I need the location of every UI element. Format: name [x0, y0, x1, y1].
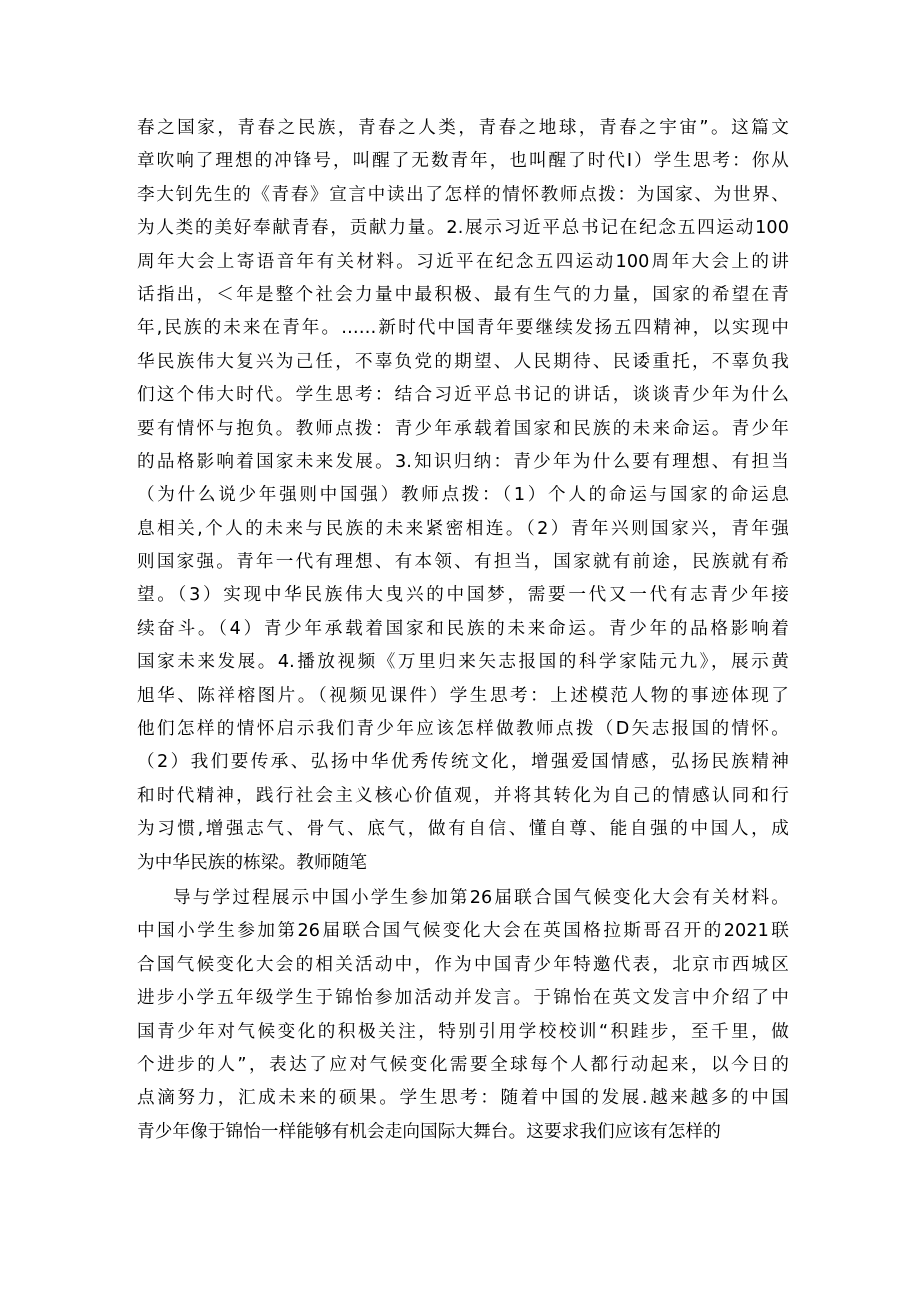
- text-line: 进步小学五年级学生于锦怡参加活动并发言。于锦怡在英文发言中介绍了中: [137, 988, 789, 1009]
- text-line: 中国小学生参加第26届联合国气候变化大会在英国格拉斯哥召开的2021联: [137, 921, 789, 942]
- text-line: 周年大会上寄语音年有关材料。习近平在纪念五四运动100周年大会上的讲: [137, 251, 789, 272]
- text-line: 和时代精神，践行社会主义核心价值观，并将其转化为自己的情感认同和行: [137, 785, 789, 806]
- text-line: 则国家强。青年一代有理想、有本领、有担当，国家就有前途，民族就有希: [137, 552, 789, 573]
- text-line: 望。（3）实现中华民族伟大曳兴的中国梦，需要一代又一代有志青少年接: [137, 585, 789, 606]
- paragraph: [137, 882, 789, 1149]
- text-line: 的品格影响着国家未来发展。3.知识归纳：青少年为什么要有理想、有担当: [137, 451, 789, 472]
- text-line: 续奋斗。（4）青少年承载着国家和民族的未来命运。青少年的品格影响着: [137, 618, 789, 639]
- text-line: 国家未来发展。4.播放视频《万里归来矢志报国的科学家陆元九》，展示黄: [137, 652, 789, 673]
- text-line: 合国气候变化大会的相关活动中，作为中国青少年特邀代表，北京市西城区: [137, 954, 789, 975]
- text-line: 青少年像于锦怡一样能够有机会走向国际大舞台。这要求我们应该有怎样的: [137, 1121, 721, 1142]
- paragraph: [137, 112, 789, 880]
- text-line: 们这个伟大时代。学生思考：结合习近平总书记的讲话，谈谈青少年为什么: [137, 385, 789, 406]
- text-line: 为中华民族的栋梁。教师随笔: [137, 852, 368, 873]
- text-line: 年,民族的未来在青年。……新时代中国青年要继续发扬五四精神，以实现中: [137, 318, 789, 339]
- text-line: （为什么说少年强则中国强）教师点拨：（1）个人的命运与国家的命运息: [137, 485, 789, 506]
- text-line: 他们怎样的情怀启示我们青少年应该怎样做教师点拨（D矢志报国的情怀。: [137, 719, 789, 740]
- text-line: 旭华、陈祥榕图片。（视频见课件）学生思考：上述模范人物的事迹体现了: [137, 685, 789, 706]
- text-line: 春之国家，青春之民族，青春之人类，青春之地球，青春之宇宙”。这篇文: [137, 118, 789, 138]
- text-line: 导与学过程展示中国小学生参加第26届联合国气候变化大会有关材料。: [173, 887, 789, 908]
- text-line: 要有情怀与抱负。教师点拨：青少年承载着国家和民族的未来命运。青少年: [137, 418, 789, 439]
- text-line: （2）我们要传承、弘扬中华优秀传统文化，增强爱国情感，弘扬民族精神: [137, 752, 789, 773]
- text-line: 为习惯,增强志气、骨气、底气，做有自信、懂自尊、能自强的中国人，成: [137, 819, 789, 840]
- text-line: 章吹响了理想的冲锋号，叫醒了无数青年，也叫醒了时代I）学生思考：你从: [137, 151, 789, 172]
- text-line: 点滴努力，汇成未来的硕果。学生思考：随着中国的发展.越来越多的中国: [137, 1088, 789, 1109]
- text-line: 个进步的人”，表达了应对气候变化需要全球每个人都行动起来，以今日的: [137, 1054, 789, 1075]
- text-line: 李大钊先生的《青春》宣言中读出了怎样的情怀教师点拨：为国家、为世界、: [137, 184, 789, 205]
- document-page: [137, 112, 789, 1149]
- text-line: 息相关,个人的未来与民族的未来紧密相连。（2）青年兴则国家兴，青年强: [137, 518, 789, 539]
- text-line: 华民族伟大复兴为己任，不辜负党的期望、人民期待、民诿重托，不辜负我: [137, 351, 789, 372]
- text-line: 国青少年对气候变化的积极关注，特别引用学校校训“积跬步，至千里，做: [137, 1021, 789, 1042]
- text-line: 话指出，＜年是整个社会力量中最积极、最有生气的力量，国家的希望在青: [137, 284, 789, 305]
- text-line: 为人类的美好奉献青春，贡献力量。2.展示习近平总书记在纪念五四运动100: [137, 218, 789, 239]
